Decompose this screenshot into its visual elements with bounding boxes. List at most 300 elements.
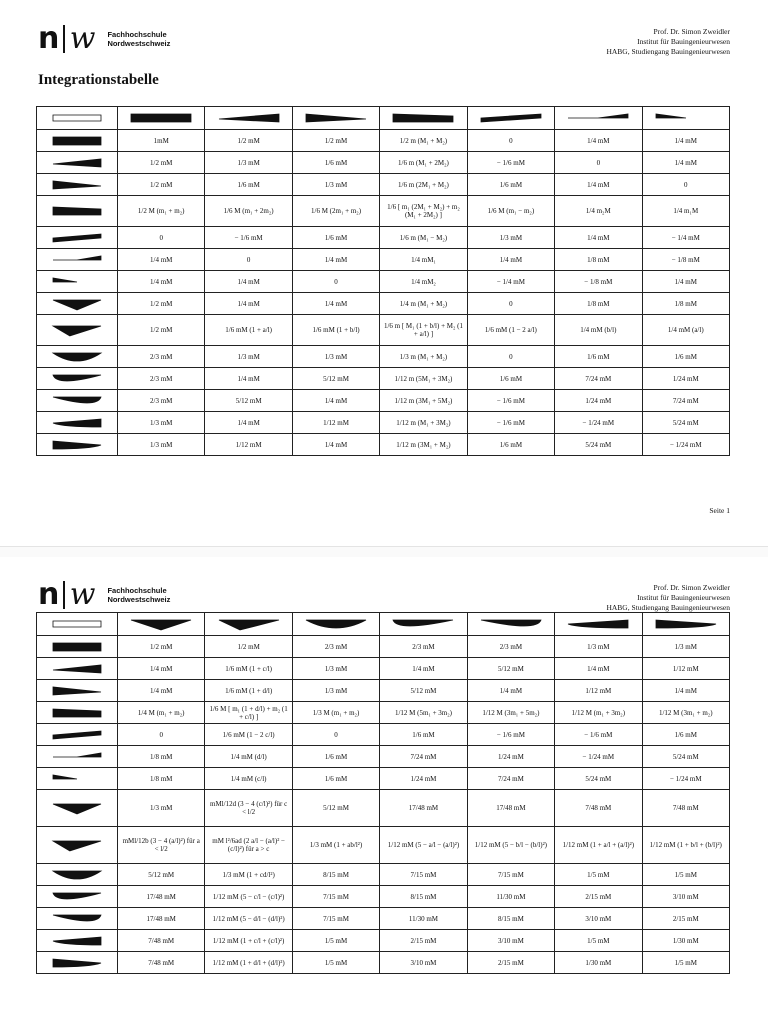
formula-cell: 1/4 mM xyxy=(292,293,379,315)
formula-cell: 7/24 mM xyxy=(555,368,642,390)
formula-cell: 1/2 mM xyxy=(118,293,205,315)
formula-cell: 1/4 M (m₁ + m₂) xyxy=(118,702,205,724)
formula-cell: 1/6 mM (1 − 2 c/l) xyxy=(205,724,292,746)
formula-cell: 1/2 mM xyxy=(118,174,205,196)
tri-peak-ab-diagram-icon xyxy=(213,617,285,631)
para-diagram-icon xyxy=(300,617,372,631)
formula-cell: − 1/8 mM xyxy=(642,249,729,271)
table-row xyxy=(37,790,730,827)
formula-cell: 7/24 mM xyxy=(380,746,467,768)
logo-text-line: Nordwestschweiz xyxy=(107,39,171,48)
formula-cell: 1/6 mM (1 + d/l) xyxy=(205,680,292,702)
diagram-path xyxy=(656,620,716,628)
formula-cell: 1/8 mM xyxy=(642,293,729,315)
para-l-diagram-icon xyxy=(47,372,107,386)
trap-diagram-icon xyxy=(47,204,107,218)
diagram-path xyxy=(53,300,101,310)
diagram-path xyxy=(53,643,101,651)
diagram-path xyxy=(393,114,453,122)
formula-cell: − 1/24 mM xyxy=(555,746,642,768)
logo-text xyxy=(107,30,170,48)
formula-cell: 3/10 mM xyxy=(467,930,554,952)
formula-cell: 2/3 mM xyxy=(118,390,205,412)
para-l-diagram-icon xyxy=(387,617,459,631)
formula-cell: 1/8 mM xyxy=(555,249,642,271)
logo-n: n xyxy=(38,577,59,612)
header-line: Prof. Dr. Simon Zweidler xyxy=(653,27,730,36)
diagram-path xyxy=(393,620,453,626)
formula-cell: 1/4 mM xyxy=(555,227,642,249)
column-header xyxy=(642,613,729,636)
formula-cell: 2/3 mM xyxy=(467,636,554,658)
diagram-path xyxy=(53,115,101,121)
formula-cell: 1/12 mM (1 + a/l + (a/l)²) xyxy=(555,827,642,864)
formula-cell: 0 xyxy=(118,724,205,746)
formula-cell: 1/12 mM xyxy=(642,658,729,680)
formula-cell: 1/30 mM xyxy=(642,930,729,952)
para-cl-diagram-icon xyxy=(47,956,107,970)
antisym-diagram-icon xyxy=(47,231,107,245)
rect-diagram-icon xyxy=(47,134,107,148)
formula-cell: 0 xyxy=(292,271,379,293)
tri-peak-diagram-icon xyxy=(47,801,107,815)
formula-cell: 1/3 mM (1 + cd/l²) xyxy=(205,864,292,886)
integration-table-2 xyxy=(36,612,730,974)
row-diagram xyxy=(37,130,118,152)
formula-cell: 1/6 mM xyxy=(467,434,554,456)
formula-cell: 11/30 mM xyxy=(380,908,467,930)
formula-cell: 7/15 mM xyxy=(292,886,379,908)
formula-cell: 1/4 mM xyxy=(205,412,292,434)
formula-cell: 2/15 mM xyxy=(380,930,467,952)
para-cl-diagram-icon xyxy=(650,617,722,631)
formula-cell: 7/48 mM xyxy=(555,790,642,827)
column-header xyxy=(205,107,292,130)
diagram-path xyxy=(53,775,77,779)
formula-cell: 1/3 mM xyxy=(642,636,729,658)
para-r-diagram-icon xyxy=(47,394,107,408)
para-r-diagram-icon xyxy=(475,617,547,631)
formula-cell: 0 xyxy=(467,130,554,152)
formula-cell: 1/8 mM xyxy=(118,746,205,768)
formula-cell: 1/3 mM xyxy=(555,636,642,658)
diagram-path xyxy=(53,621,101,627)
tri-mid-l-diagram-icon xyxy=(650,111,722,125)
formula-cell: 1/8 mM xyxy=(118,768,205,790)
tri-left-diagram-icon xyxy=(47,684,107,698)
table-row xyxy=(37,827,730,864)
logo-divider xyxy=(63,581,64,609)
formula-cell: 1/3 mM xyxy=(467,227,554,249)
formula-cell: 1/6 m (M₁ + 2M₂) xyxy=(380,152,467,174)
row-diagram xyxy=(37,636,118,658)
column-header xyxy=(555,107,642,130)
table-row xyxy=(37,434,730,456)
formula-cell: 1/4 mM₂ xyxy=(380,271,467,293)
table-row xyxy=(37,908,730,930)
formula-cell: 1/3 mM xyxy=(118,412,205,434)
formula-cell: 1/3 mM xyxy=(292,174,379,196)
formula-cell: 1/3 mM (1 + ab/l²) xyxy=(292,827,379,864)
diagram-path xyxy=(53,441,101,449)
row-diagram xyxy=(37,702,118,724)
formula-cell: 1/5 mM xyxy=(555,864,642,886)
diagram-path xyxy=(53,159,101,167)
formula-cell: 5/12 mM xyxy=(118,864,205,886)
formula-cell: 1/3 mM xyxy=(205,346,292,368)
diagram-path xyxy=(219,114,279,122)
formula-cell: 1/4 mM xyxy=(555,658,642,680)
tri-mid-l-diagram-icon xyxy=(47,772,107,786)
page-2 xyxy=(0,556,768,1024)
formula-cell: 1/12 mM (1 + b/l + (b/l)²) xyxy=(642,827,729,864)
formula-cell: 1mM xyxy=(118,130,205,152)
formula-cell: 0 xyxy=(118,227,205,249)
formula-cell: 1/12 M (3m₁ + 5m₂) xyxy=(467,702,554,724)
table-row xyxy=(37,680,730,702)
table-row xyxy=(37,196,730,227)
row-diagram xyxy=(37,434,118,456)
formula-cell: 7/15 mM xyxy=(467,864,554,886)
row-diagram xyxy=(37,680,118,702)
formula-cell: 1/4 mM xyxy=(642,130,729,152)
formula-cell: 5/24 mM xyxy=(555,434,642,456)
row-diagram xyxy=(37,412,118,434)
diagram-path xyxy=(53,207,101,215)
diagram-path xyxy=(53,278,77,282)
tri-right-diagram-icon xyxy=(47,662,107,676)
formula-cell: 1/4 mM xyxy=(205,293,292,315)
formula-cell: 1/4 mM xyxy=(205,271,292,293)
formula-cell: 1/4 mM xyxy=(467,680,554,702)
formula-cell: 1/6 mM (1 + b/l) xyxy=(292,315,379,346)
formula-cell: 1/6 m (M₁ − M₂) xyxy=(380,227,467,249)
logo-w: w xyxy=(69,21,96,56)
formula-cell: 1/3 mM xyxy=(205,152,292,174)
fhnw-logo xyxy=(38,21,171,56)
diagram-path xyxy=(53,665,101,673)
diagram-path xyxy=(656,114,686,118)
formula-cell: 7/24 mM xyxy=(467,768,554,790)
header-line: HABG, Studiengang Bauingenieurwesen xyxy=(606,47,730,56)
formula-cell: 1/6 [ m₁ (2M₁ + M₂) + m₂ (M₁ + 2M₂) ] xyxy=(380,196,467,227)
table-row xyxy=(37,658,730,680)
formula-cell: 1/12 mM (5 − c/l − (c/l)²) xyxy=(205,886,292,908)
logo-text-line: Fachhochschule xyxy=(107,30,167,39)
logo-w: w xyxy=(69,577,96,612)
row-diagram xyxy=(37,368,118,390)
formula-cell: 1/4 mM xyxy=(118,271,205,293)
table-header-row xyxy=(37,107,730,130)
diagram-path xyxy=(53,326,101,336)
formula-cell: 1/6 mM (1 − 2 a/l) xyxy=(467,315,554,346)
header-author-block xyxy=(606,27,730,57)
row-diagram xyxy=(37,227,118,249)
formula-cell: 1/6 mM xyxy=(292,152,379,174)
formula-cell: − 1/24 mM xyxy=(642,768,729,790)
length-bar-diagram-icon xyxy=(47,111,107,125)
para-diagram-icon xyxy=(47,868,107,882)
diagram-path xyxy=(53,234,101,242)
formula-cell: 5/24 mM xyxy=(642,412,729,434)
formula-cell: 7/15 mM xyxy=(292,908,379,930)
formula-cell: − 1/24 mM xyxy=(555,412,642,434)
diagram-path xyxy=(131,114,191,122)
diagram-path xyxy=(53,375,101,381)
para-cr-diagram-icon xyxy=(47,934,107,948)
diagram-path xyxy=(568,114,628,118)
diagram-path xyxy=(53,397,101,403)
table-row xyxy=(37,636,730,658)
diagram-path xyxy=(53,181,101,189)
formula-cell: 1/3 mM xyxy=(292,680,379,702)
diagram-path xyxy=(131,620,191,630)
table-row xyxy=(37,390,730,412)
formula-cell: − 1/4 mM xyxy=(467,271,554,293)
table-row xyxy=(37,724,730,746)
row-diagram xyxy=(37,886,118,908)
diagram-path xyxy=(53,753,101,757)
formula-cell: 1/2 mM xyxy=(118,315,205,346)
para-cl-diagram-icon xyxy=(47,438,107,452)
column-header xyxy=(37,613,118,636)
table-row xyxy=(37,249,730,271)
row-diagram xyxy=(37,249,118,271)
formula-cell: 1/4 mM xyxy=(555,174,642,196)
formula-cell: 1/12 mM (1 + d/l + (d/l)²) xyxy=(205,952,292,974)
formula-cell: 5/12 mM xyxy=(467,658,554,680)
table-row xyxy=(37,227,730,249)
logo-divider xyxy=(63,25,64,53)
formula-cell: 2/15 mM xyxy=(555,886,642,908)
fhnw-logo xyxy=(38,577,171,612)
formula-cell: 1/12 mM (5 − a/l − (a/l)²) xyxy=(380,827,467,864)
formula-cell: 7/48 mM xyxy=(118,930,205,952)
formula-cell: 1/6 mM xyxy=(642,346,729,368)
formula-cell: 5/12 mM xyxy=(292,790,379,827)
formula-cell: 1/12 mM xyxy=(555,680,642,702)
formula-cell: 1/12 M (m₁ + 3m₂) xyxy=(555,702,642,724)
formula-cell: 1/4 mM₁ xyxy=(380,249,467,271)
formula-cell: − 1/6 mM xyxy=(467,390,554,412)
row-diagram xyxy=(37,346,118,368)
formula-cell: 1/2 mM xyxy=(118,152,205,174)
formula-cell: 0 xyxy=(467,346,554,368)
tri-right-diagram-icon xyxy=(47,156,107,170)
formula-cell: 1/6 mM xyxy=(642,724,729,746)
tri-peak-diagram-icon xyxy=(125,617,197,631)
formula-cell: 1/3 mM xyxy=(292,346,379,368)
diagram-path xyxy=(53,841,101,851)
formula-cell: 1/4 mM xyxy=(642,680,729,702)
rect-diagram-icon xyxy=(125,111,197,125)
tri-peak-diagram-icon xyxy=(47,297,107,311)
diagram-path xyxy=(53,915,101,921)
formula-cell: 1/12 mM (5 − d/l − (d/l)²) xyxy=(205,908,292,930)
formula-cell: 1/2 m (M₁ + M₂) xyxy=(380,130,467,152)
formula-cell: 5/24 mM xyxy=(555,768,642,790)
row-diagram xyxy=(37,864,118,886)
formula-cell: 2/3 mM xyxy=(118,346,205,368)
formula-cell: 0 xyxy=(555,152,642,174)
formula-cell: 2/15 mM xyxy=(642,908,729,930)
para-l-diagram-icon xyxy=(47,890,107,904)
formula-cell: − 1/4 mM xyxy=(642,227,729,249)
table-row xyxy=(37,768,730,790)
tri-mid-diagram-icon xyxy=(562,111,634,125)
formula-cell: 2/3 mM xyxy=(380,636,467,658)
formula-cell: 1/6 mM xyxy=(467,174,554,196)
formula-cell: 1/3 mM xyxy=(118,790,205,827)
formula-cell: 1/6 mM xyxy=(292,768,379,790)
header-line: Institut für Bauingenieurwesen xyxy=(637,593,730,602)
formula-cell: 1/4 mM xyxy=(467,249,554,271)
column-header xyxy=(118,613,205,636)
row-diagram xyxy=(37,908,118,930)
table-row xyxy=(37,271,730,293)
length-bar-diagram-icon xyxy=(47,617,107,631)
formula-cell: 1/6 mM xyxy=(467,368,554,390)
formula-cell: 1/6 M (2m₁ + m₂) xyxy=(292,196,379,227)
logo-n: n xyxy=(38,21,59,56)
formula-cell: − 1/6 mM xyxy=(467,724,554,746)
table-row xyxy=(37,886,730,908)
tri-peak-ab-diagram-icon xyxy=(47,838,107,852)
rect-diagram-icon xyxy=(47,640,107,654)
formula-cell: 1/5 mM xyxy=(642,864,729,886)
formula-cell: 1/4 mM (b/l) xyxy=(555,315,642,346)
diagram-path xyxy=(53,709,101,717)
column-header xyxy=(555,613,642,636)
formula-cell: 1/4 mM xyxy=(380,658,467,680)
para-diagram-icon xyxy=(47,350,107,364)
formula-cell: 3/10 mM xyxy=(380,952,467,974)
formula-cell: 1/24 mM xyxy=(555,390,642,412)
column-header xyxy=(380,613,467,636)
table-row xyxy=(37,346,730,368)
formula-cell: 1/3 m (M₁ + M₂) xyxy=(380,346,467,368)
formula-cell: 1/4 mM xyxy=(642,152,729,174)
formula-cell: 7/15 mM xyxy=(380,864,467,886)
formula-cell: 1/6 mM xyxy=(380,724,467,746)
formula-cell: 1/4 mM xyxy=(118,680,205,702)
formula-cell: mMl/12b (3 − 4 (a/l)²) für a < l/2 xyxy=(118,827,205,864)
formula-cell: 5/24 mM xyxy=(642,746,729,768)
table-row xyxy=(37,315,730,346)
formula-cell: 1/2 mM xyxy=(292,130,379,152)
formula-cell: 1/6 m [ M₁ (1 + b/l) + M₂ (1 + a/l) ] xyxy=(380,315,467,346)
table-row xyxy=(37,702,730,724)
formula-cell: 8/15 mM xyxy=(292,864,379,886)
formula-cell: 1/6 mM xyxy=(555,346,642,368)
tri-mid-l-diagram-icon xyxy=(47,275,107,289)
formula-cell: 1/4 mM xyxy=(205,368,292,390)
diagram-path xyxy=(53,419,101,427)
formula-cell: 1/4 mM xyxy=(642,271,729,293)
row-diagram xyxy=(37,930,118,952)
formula-cell: 17/48 mM xyxy=(118,908,205,930)
formula-cell: 1/12 mM (1 + c/l + (c/l)²) xyxy=(205,930,292,952)
column-header xyxy=(292,107,379,130)
tri-left-diagram-icon xyxy=(300,111,372,125)
column-header xyxy=(467,107,554,130)
formula-cell: 1/3 mM xyxy=(292,658,379,680)
formula-cell: 1/4 mM xyxy=(118,249,205,271)
tri-mid-diagram-icon xyxy=(47,253,107,267)
row-diagram xyxy=(37,658,118,680)
formula-cell: 11/30 mM xyxy=(467,886,554,908)
table-row xyxy=(37,152,730,174)
column-header xyxy=(118,107,205,130)
formula-cell: 7/48 mM xyxy=(642,790,729,827)
para-r-diagram-icon xyxy=(47,912,107,926)
logo-text-line: Fachhochschule xyxy=(107,586,167,595)
formula-cell: 1/12 mM (5 − b/l − (b/l)²) xyxy=(467,827,554,864)
formula-cell: 2/3 mM xyxy=(118,368,205,390)
row-diagram xyxy=(37,315,118,346)
para-cr-diagram-icon xyxy=(47,416,107,430)
row-diagram xyxy=(37,790,118,827)
diagram-path xyxy=(53,137,101,145)
logo-text xyxy=(107,586,170,604)
formula-cell: 1/3 M (m₁ + m₂) xyxy=(292,702,379,724)
column-header xyxy=(380,107,467,130)
table-row xyxy=(37,952,730,974)
row-diagram xyxy=(37,293,118,315)
formula-cell: 1/4 mM xyxy=(118,658,205,680)
formula-cell: 2/3 mM xyxy=(292,636,379,658)
formula-cell: 1/4 mM xyxy=(555,130,642,152)
formula-cell: 1/6 mM xyxy=(292,746,379,768)
formula-cell: 0 xyxy=(292,724,379,746)
formula-cell: 1/4 mM (c/l) xyxy=(205,768,292,790)
antisym-diagram-icon xyxy=(47,728,107,742)
para-cr-diagram-icon xyxy=(562,617,634,631)
page-number: Seite 1 xyxy=(709,506,730,515)
table-row xyxy=(37,293,730,315)
formula-cell: mM l²/6ad (2 a/l − (a/l)² − (c/l)²) für a > c xyxy=(205,827,292,864)
formula-cell: 1/4 mM (d/l) xyxy=(205,746,292,768)
formula-cell: 1/4 mM xyxy=(292,434,379,456)
formula-cell: − 1/6 mM xyxy=(467,152,554,174)
formula-cell: 1/12 mM xyxy=(292,412,379,434)
logo-mark xyxy=(38,577,96,612)
formula-cell: 1/4 m₁M xyxy=(642,196,729,227)
diagram-path xyxy=(306,620,366,628)
formula-cell: 0 xyxy=(467,293,554,315)
diagram-path xyxy=(306,114,366,122)
table-row xyxy=(37,864,730,886)
header-line: Prof. Dr. Simon Zweidler xyxy=(653,583,730,592)
formula-cell: 1/12 M (3m₁ + m₂) xyxy=(642,702,729,724)
diagram-path xyxy=(219,620,279,630)
formula-cell: 1/6 mM (1 + c/l) xyxy=(205,658,292,680)
formula-cell: 1/12 m (5M₁ + 3M₂) xyxy=(380,368,467,390)
table-row xyxy=(37,930,730,952)
trap-diagram-icon xyxy=(47,706,107,720)
column-header xyxy=(467,613,554,636)
header-line: HABG, Studiengang Bauingenieurwesen xyxy=(606,603,730,612)
tri-mid-diagram-icon xyxy=(47,750,107,764)
table-row xyxy=(37,130,730,152)
formula-cell: − 1/24 mM xyxy=(642,434,729,456)
formula-cell: 8/15 mM xyxy=(380,886,467,908)
formula-cell: 1/6 M (m₁ − m₂) xyxy=(467,196,554,227)
formula-cell: 0 xyxy=(642,174,729,196)
formula-cell: 1/12 mM xyxy=(205,434,292,456)
formula-cell: mMl/12d (3 − 4 (c/l)²) für c < l/2 xyxy=(205,790,292,827)
formula-cell: 1/12 m (3M₁ + M₂) xyxy=(380,434,467,456)
